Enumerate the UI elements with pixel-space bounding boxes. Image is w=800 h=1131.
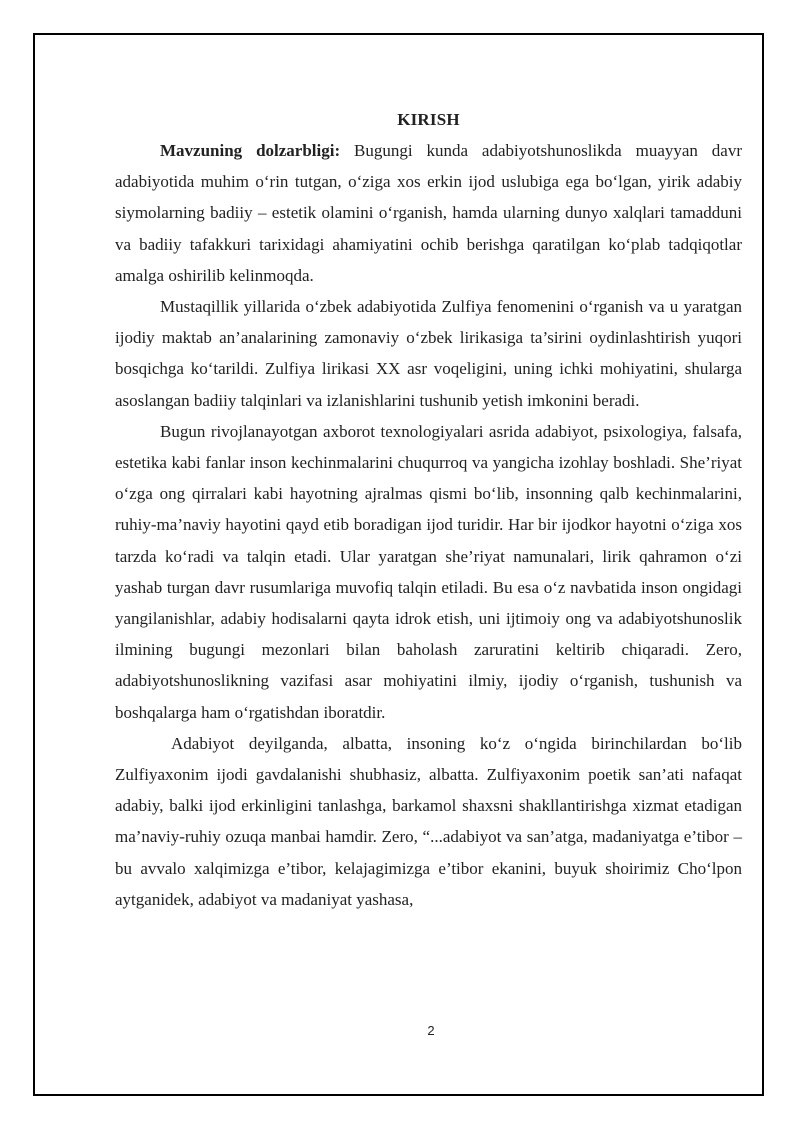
paragraph-text: Bugungi kunda adabiyotshunoslikda muayyan davr adabiyotida muhim o‘rin tutgan, o‘ziga xos erkin ijod uslubiga ega bo‘lgan, yirik adabiy siymolarning badiiy – estetik olamini o‘rganish, hamda ularning dunyo xalqlari tamadduni va badiiy tafakkuri tarixidagi ahamiyatini ochib berishga qaratilgan ko‘plab tadqiqotlar amalga oshirilib kelinmoqda. [115, 141, 743, 285]
document-title: KIRISH [397, 110, 460, 129]
paragraph-independence: Mustaqillik yillarida o‘zbek adabiyotida Zulfiya fenomenini o‘rganish va u yaratgan ijodiy maktab an’analarining zamonaviy o‘zbek lirikasiga ta’sirini oydinlashtirish yuqori bosqichga ko‘tarildi. Zulfiya lirikasi XX asr voqeligini, uning ichki mohiyatini, shularga asoslangan badiiy talqinlari va izlanishlarini tushunib yetish imkonini beradi. [115, 297, 742, 410]
paragraph-information-age: Bugun rivojlanayotgan axborot texnologiyalari asrida adabiyot, psixologiya, falsafa, estetika kabi fanlar inson kechinmalarini chuqurroq va yangicha izohlay boshladi. She’riyat o‘zga ong qirralari kabi hayotning ajralmas qismi bo‘lib, insonning qalb kechinmalarini, ruhiy-ma’naviy hayotini qayd etib boradigan ijod turidir. Har bir ijodkor hayotni o‘ziga xos tarzda ko‘radi va talqin etadi. Ular yaratgan she’riyat namunalari, lirik qahramon o‘zi yashab turgan davr rusumlariga muvofiq talqin etiladi. Bu esa o‘z navbatida inson ongidagi yangilanishlar, adabiy hodisalarni qayta idrok etish, uni ijtimoiy ong va adabiyotshunoslik ilmining bugungi mezonlari bilan baholash zaruratini keltirib chiqaradi. Zero, adabiyotshunoslikning vazifasi asar mohiyatini ilmiy, ijodiy o‘rganish, tushunish va boshqalarga ham o‘rgatishdan iboratdir. [115, 421, 742, 722]
paragraph-relevance [115, 135, 742, 291]
paragraph-literature: Adabiyot deyilganda, albatta, insoning ko‘z o‘ngida birinchilardan bo‘lib Zulfiyaxonim ijodi gavdalanishi shubhasiz, albatta. Zulfiyaxonim poetik san’ati nafaqat adabiy, balki ijod erkinligini tanlashga, barkamol shaxsni shakllantirishga xizmat etadigan ma’naviy-ruhiy ozuqa manbai hamdir. Zero, “...adabiyot va san’atga, madaniyatga e’tibor – bu avvalo xalqimizga e’tibor, kelajagimizga e’tibor ekanini, buyuk shoirimiz Cho‘lpon aytganidek, adabiyot va madaniyat yashasa, [115, 733, 742, 909]
document-body [115, 104, 742, 915]
page-number: 2 [427, 1023, 435, 1038]
paragraph-lead: Mavzuning dolzarbligi: [160, 141, 341, 160]
